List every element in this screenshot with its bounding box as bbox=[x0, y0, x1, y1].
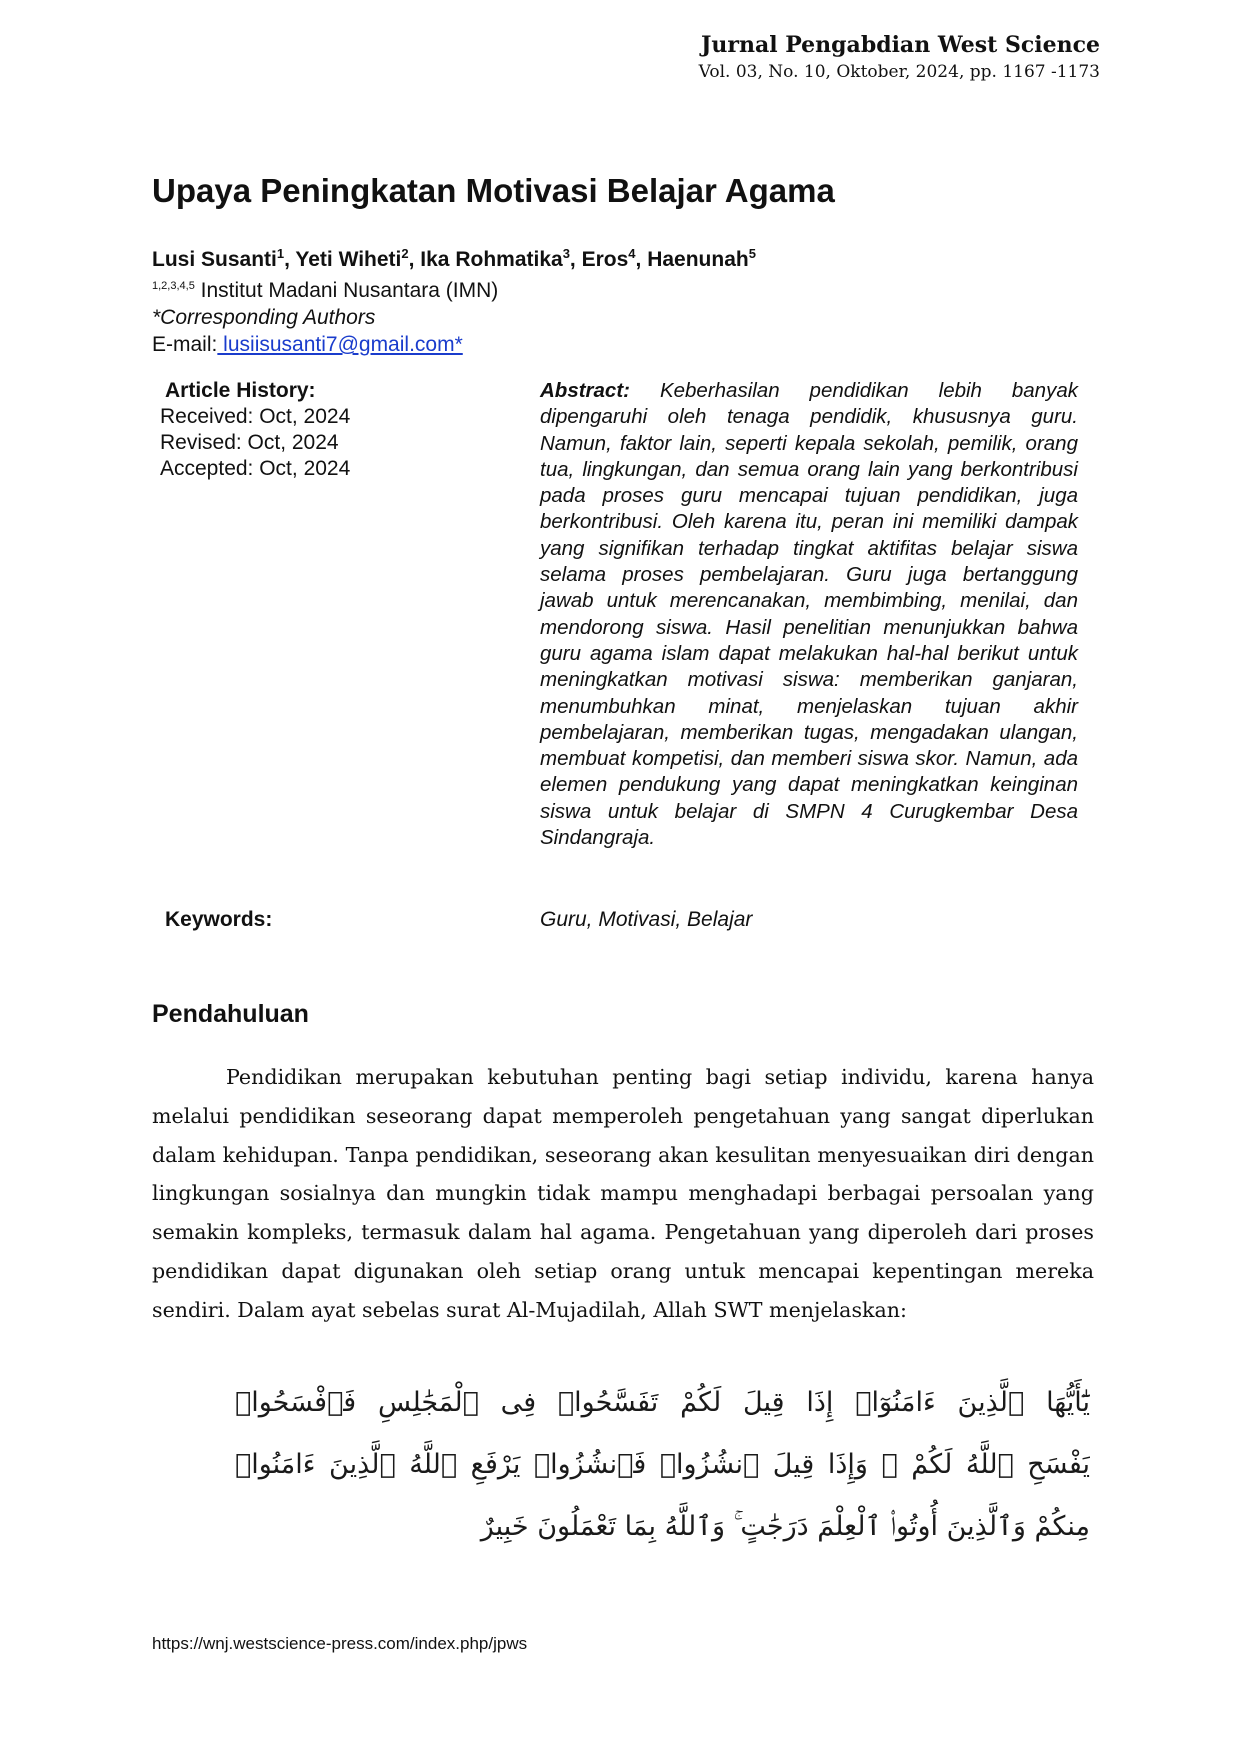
affiliation-line bbox=[152, 273, 756, 304]
affiliation-sup: 1,2,3,4,5 bbox=[152, 280, 195, 292]
author-name: Haenunah bbox=[647, 248, 749, 271]
journal-name: Jurnal Pengabdian West Science bbox=[700, 32, 1100, 58]
abstract bbox=[540, 378, 1078, 851]
author-name: Ika Rohmatika bbox=[420, 248, 563, 271]
section-heading: Pendahuluan bbox=[152, 1000, 309, 1028]
abstract-label: Abstract: bbox=[540, 379, 630, 402]
verse-line-3: مِنكُمْ وَٱلَّذِينَ أُوتُوا۟ ٱلْعِلْمَ دَرَجَٰتٍ ۚ وَٱللَّهُ بِمَا تَعْمَلُونَ خَبِيرٌ bbox=[480, 1511, 1090, 1542]
article-history-heading: Article History: bbox=[165, 379, 316, 402]
email-link[interactable]: lusiisusanti7@gmail.com* bbox=[217, 333, 463, 356]
author-name: Lusi Susanti bbox=[152, 248, 277, 271]
author-sup: 2 bbox=[401, 246, 409, 261]
footer-url[interactable]: https://wnj.westscience-press.com/index.php/jpws bbox=[152, 1634, 528, 1653]
verse-line-2: يَفْسَحِ ٱللَّهُ لَكُمْ ۖ وَإِذَا قِيلَ ٱنشُزُوا۟ فَٱنشُزُوا۟ يَرْفَعِ ٱللَّهُ ٱلَّذِينَ ءَامَنُوا۟ bbox=[235, 1449, 1090, 1480]
received-date: Received: Oct, 2024 bbox=[160, 405, 351, 428]
verse-line-1: يَٰٓأَيُّهَا ٱلَّذِينَ ءَامَنُوٓا۟ إِذَا قِيلَ لَكُمْ تَفَسَّحُوا۟ فِى ٱلْمَجَٰلِسِ فَٱفْسَحُوا۟ bbox=[235, 1387, 1090, 1418]
author-sup: 3 bbox=[562, 246, 570, 261]
keywords-value: Guru, Motivasi, Belajar bbox=[540, 908, 753, 931]
email-line bbox=[152, 331, 756, 358]
journal-header bbox=[699, 30, 1100, 84]
accepted-date: Accepted: Oct, 2024 bbox=[160, 457, 351, 480]
affiliation: Institut Madani Nusantara (IMN) bbox=[200, 279, 499, 302]
paper-title: Upaya Peningkatan Motivasi Belajar Agama bbox=[152, 172, 835, 209]
corresponding-note: *Corresponding Authors bbox=[152, 306, 376, 329]
revised-date: Revised: Oct, 2024 bbox=[160, 431, 339, 454]
abstract-text: Keberhasilan pendidikan lebih banyak dipengaruhi oleh tenaga pendidik, khususnya guru. Namun, faktor lain, seperti kepala sekolah, pemilik, orang tua, lingkungan, dan semua orang lain yang berkontribusi pada proses guru mencapai tujuan pendidikan, juga berkontribusi. Oleh karena itu, peran ini memiliki dampak yang signifikan terhadap tingkat aktifitas belajar siswa selama proses pembelajaran. Guru juga bertanggung jawab untuk merencanakan, membimbing, menilai, dan mendorong siswa. Hasil penelitian menunjukkan bahwa guru agama islam dapat melakukan hal-hal berikut untuk meningkatkan motivasi siswa: memberikan ganjaran, menumbuhkan minat, menjelaskan tujuan akhir pembelajaran, memberikan tugas, mengadakan ulangan, membuat kompetisi, dan memberi siswa skor. Namun, ada elemen pendukung yang dapat meningkatkan keinginan siswa untuk belajar di SMPN 4 Curugkembar Desa Sindangraja. bbox=[540, 379, 1078, 850]
article-history bbox=[160, 378, 350, 482]
journal-volume-info: Vol. 03, No. 10, Oktober, 2024, pp. 1167 -1173 bbox=[698, 62, 1100, 82]
author-sup: 4 bbox=[628, 246, 636, 261]
author-name: Eros bbox=[581, 248, 629, 271]
author-sup: 5 bbox=[748, 246, 756, 261]
author-name: Yeti Wiheti bbox=[295, 248, 402, 271]
keywords-label: Keywords: bbox=[165, 908, 273, 931]
author-names: Lusi Susanti$^1$, Yeti Wiheti$^2$, Ika Rohmatika$^3$, Eros$^4$, Haenunah$^5$ bbox=[152, 246, 756, 271]
author-block bbox=[152, 240, 756, 358]
author-sup: 1 bbox=[276, 246, 285, 261]
intro-paragraph: Pendidikan merupakan kebutuhan penting bagi setiap individu, karena hanya melalui pendidikan seseorang dapat memperoleh pengetahuan yang sangat diperlukan dalam kehidupan. Tanpa pendidikan, seseorang akan kesulitan menyesuaikan diri dengan lingkungan sosialnya dan mungkin tidak mampu menghadapi berbagai persoalan yang semakin kompleks, termasuk dalam hal agama. Pengetahuan yang diperoleh dari proses pendidikan dapat digunakan oleh setiap orang untuk mencapai kepentingan mereka sendiri. Dalam ayat sebelas surat Al-Mujadilah, Allah SWT menjelaskan: bbox=[152, 1065, 1094, 1322]
email-label: E-mail: bbox=[152, 333, 218, 356]
quran-verse bbox=[235, 1372, 1090, 1558]
